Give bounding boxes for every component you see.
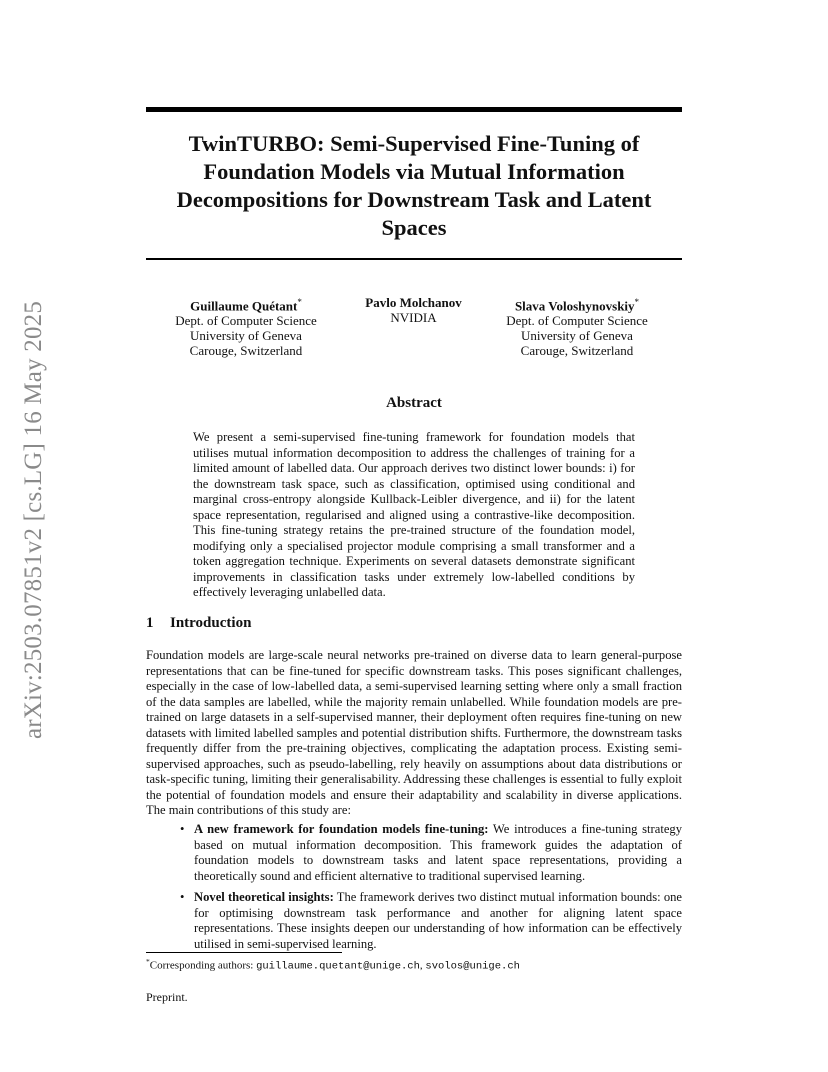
author-dept: Dept. of Computer Science [175, 313, 317, 329]
footnote [146, 955, 520, 974]
section-title: Introduction [170, 615, 252, 631]
author-location: Carouge, Switzerland [520, 343, 634, 359]
intro-paragraph: Foundation models are large-scale neural networks pre-trained on diverse data to learn general-purpose representations that can be fine-tuned for specific downstream tasks. This poses significant challenges, especially in the case of low-labelled data, a semi-supervised learning setting where only a small fraction of the data samples are labelled, while the majority remain unlabelled. While foundation models are pre-trained on large datasets in a self-supervised manner, their deployment often requires fine-tuning on new datasets with limited labelled samples and potential distribution shifts. Furthermore, the downstream tasks frequently differ from the pre-training objectives, complicating the adaptation process. Existing semi-supervised approaches, such as pseudo-labelling, rely heavily on assumptions about data distributions or task-specific tuning, limiting their generalisability. Addressing these challenges is essential to fully exploit the potential of foundation models and ensure their adaptability and scalability in diverse applications. The main contributions of this study are: [146, 648, 682, 817]
author-org: University of Geneva [521, 328, 633, 344]
footnote-mark: * [146, 957, 150, 966]
author-name: Pavlo Molchanov [365, 295, 462, 310]
author-dept: Dept. of Computer Science [506, 313, 648, 329]
author-name: Guillaume Quétant [190, 298, 298, 314]
abstract-text: We present a semi-supervised fine-tuning framework for foundation models that utilises mutual information decomposition to address the challenges of training for a limited amount of labelled data. Our approach derives two distinct lower bounds: i) for the downstream task space, such as classification, optimised using conditional and marginal cross-entropy alongside Kullback-Leibler divergence, and ii) for the latent space representation, regularised and aligned using a contrastive-like decomposition. This fine-tuning strategy retains the pre-trained structure of the foundation model, modifying only a specialised projector module comprising a small transformer and a token aggregation technique. Experiments on several datasets demonstrate significant improvements in classification tasks under extremely low-labelled conditions by effectively leveraging unlabelled data. [193, 430, 635, 599]
author-3 [482, 295, 672, 358]
preprint-label: Preprint. [146, 990, 188, 1004]
author-1 [146, 295, 346, 358]
footnote-separator: , [419, 959, 423, 972]
bullet-icon: • [180, 822, 185, 836]
bullet-text: The framework derives two distinct mutual information bounds: one for optimising downstream task performance and another for aligning latent space representations. These insights deepen our understanding of how information can be effectively utilised in semi-supervised learning. [194, 890, 683, 951]
bullet-lead: Novel theoretical insights: [194, 890, 334, 904]
author-mark: * [634, 297, 640, 307]
list-item [180, 822, 682, 884]
bullet-lead: A new framework for foundation models fine-tuning: [194, 822, 489, 836]
arxiv-identifier: arXiv:2503.07851v2 [cs.LG] 16 May 2025 [20, 300, 47, 740]
footnote-email-2: svolos@unige.ch [425, 960, 520, 973]
title-bottom-rule [146, 258, 682, 260]
footnote-rule [146, 952, 342, 953]
section-heading [146, 615, 251, 632]
contributions-list [180, 822, 682, 958]
section-number: 1 [146, 615, 154, 631]
paper-title: TwinTURBO: Semi-Supervised Fine-Tuning of Foundation Models via Mutual Information Decompositions for Downstream Task and Latent Spaces [176, 131, 652, 240]
author-name: Slava Voloshynovskiy [514, 298, 635, 314]
author-2 [341, 295, 486, 325]
list-item [180, 890, 682, 952]
abstract-heading: Abstract [386, 395, 442, 411]
author-mark: * [297, 297, 302, 307]
arxiv-sidebar [4, 280, 64, 760]
bullet-icon: • [180, 890, 185, 904]
bullet-text: We introduces a fine-tuning strategy based on mutual information decomposition. This framework guides the adaptation of foundation models to downstream tasks and latent space representations, providing a theoretically sound and efficient alternative to traditional supervised learning. [194, 822, 683, 883]
footnote-email-1: guillaume.quetant@unige.ch [256, 960, 420, 973]
footnote-label: Corresponding authors: [149, 959, 254, 972]
author-org: University of Geneva [190, 328, 302, 344]
title-top-rule [146, 107, 682, 112]
author-dept: NVIDIA [390, 310, 437, 325]
author-location: Carouge, Switzerland [189, 343, 303, 359]
